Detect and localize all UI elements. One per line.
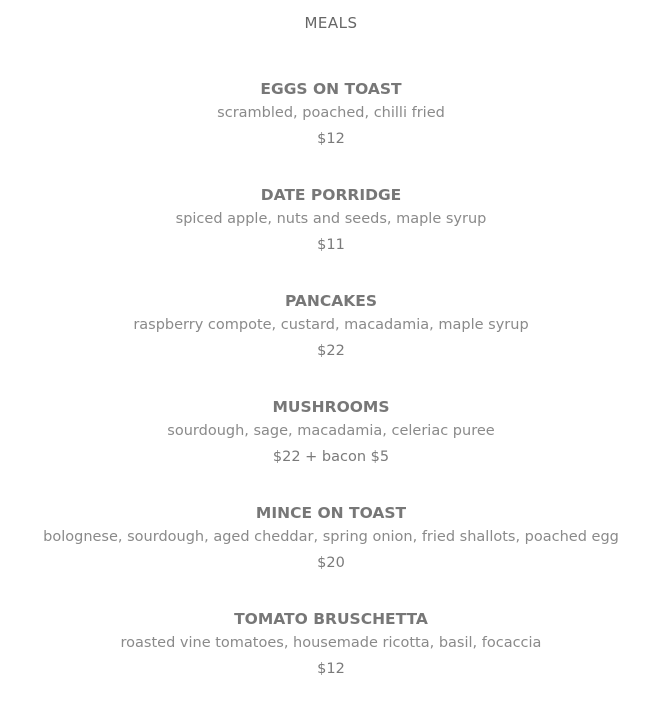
item-price: $22 xyxy=(317,343,345,359)
item-name: DATE PORRIDGE xyxy=(260,186,402,204)
item-description: scrambled, poached, chilli fried xyxy=(217,105,445,121)
item-description: raspberry compote, custard, macadamia, maple syrup xyxy=(133,317,529,333)
menu-item xyxy=(0,289,662,395)
item-name: TOMATO BRUSCHETTA xyxy=(234,610,428,628)
item-description: sourdough, sage, macadamia, celeriac puree xyxy=(167,423,495,439)
menu-item xyxy=(0,77,662,183)
menu-item xyxy=(0,607,662,713)
item-name: PANCAKES xyxy=(284,292,378,310)
item-description: roasted vine tomatoes, housemade ricotta, basil, focaccia xyxy=(120,635,542,651)
item-price: $12 xyxy=(317,661,345,677)
item-price: $12 xyxy=(317,131,345,147)
item-name: MUSHROOMS xyxy=(272,398,390,416)
item-name: EGGS ON TOAST xyxy=(260,80,402,98)
item-description: spiced apple, nuts and seeds, maple syrup xyxy=(175,211,487,227)
item-name: MINCE ON TOAST xyxy=(255,504,407,522)
menu-item xyxy=(0,183,662,289)
menu-item xyxy=(0,501,662,607)
item-price: $20 xyxy=(317,555,345,571)
menu-section-title: MEALS xyxy=(304,14,358,32)
item-price: $11 xyxy=(317,237,345,253)
menu-items xyxy=(0,77,662,713)
item-description: bolognese, sourdough, aged cheddar, spring onion, fried shallots, poached egg xyxy=(43,529,619,545)
item-price: $22 + bacon $5 xyxy=(272,449,390,465)
menu-item xyxy=(0,395,662,501)
